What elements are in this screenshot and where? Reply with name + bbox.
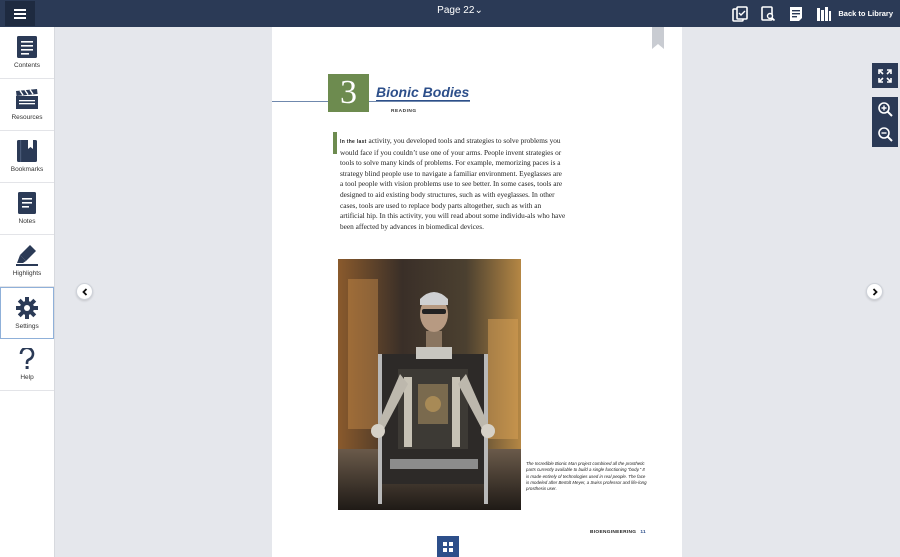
sidebar-item-help[interactable] xyxy=(0,339,54,391)
photo-caption: The Incredible Bionic Man project combined all the prosthetic parts currently available to build a single functioning “body.” It is made entirely of technologies used in real people. The face is modeled after Bertolt Meyer, a Swiss professor and life-long prosthesis user. xyxy=(526,461,647,492)
sidebar-item-label: Settings xyxy=(15,323,39,330)
question-mark-icon xyxy=(19,348,35,370)
sidebar-item-settings[interactable] xyxy=(0,287,54,339)
chapter-number: 3 xyxy=(328,74,369,112)
footer-page-number: 11 xyxy=(640,530,646,535)
sidebar xyxy=(0,27,55,557)
gear-icon xyxy=(16,297,38,319)
page-selector[interactable] xyxy=(420,0,500,27)
page-grid-button[interactable] xyxy=(437,536,459,557)
zoom-in-button[interactable] xyxy=(872,97,898,122)
grid-icon xyxy=(442,541,454,553)
paragraph-marker xyxy=(333,132,337,154)
lead-in-text: In the last xyxy=(340,139,367,145)
book-page xyxy=(272,27,682,557)
clapperboard-icon xyxy=(15,88,39,110)
sidebar-item-label: Notes xyxy=(18,218,36,225)
top-toolbar xyxy=(726,0,900,27)
footer-label: BIOENGINEERING xyxy=(590,530,637,535)
bookmark-ribbon-icon[interactable] xyxy=(652,27,664,49)
expand-icon xyxy=(878,69,892,83)
sidebar-item-label: Resources xyxy=(11,114,43,121)
zoom-in-icon xyxy=(878,102,893,117)
library-books-icon xyxy=(816,6,832,22)
bookmark-book-icon xyxy=(17,140,37,162)
hamburger-icon xyxy=(14,9,26,19)
zoom-out-button[interactable] xyxy=(872,122,898,147)
sidebar-item-label: Help xyxy=(20,374,34,381)
document-lines-icon xyxy=(789,6,803,22)
chapter-title: Bionic Bodies xyxy=(376,84,470,100)
copy-page-button[interactable] xyxy=(726,0,754,27)
page-footer xyxy=(590,530,646,535)
chevron-left-icon xyxy=(81,288,89,296)
menu-button[interactable] xyxy=(5,1,35,26)
back-to-library-label: Back to Library xyxy=(838,9,893,18)
contents-list-icon xyxy=(17,36,37,58)
chevron-right-icon xyxy=(871,288,879,296)
highlighter-icon xyxy=(16,244,38,266)
chevron-down-icon: ⌄ xyxy=(474,5,483,16)
chapter-rule xyxy=(272,101,470,102)
top-bar xyxy=(0,0,900,27)
notes-icon xyxy=(18,192,36,214)
sidebar-item-contents[interactable] xyxy=(0,27,54,79)
sidebar-item-resources[interactable] xyxy=(0,79,54,131)
section-label: READING xyxy=(391,109,417,114)
previous-page-button[interactable] xyxy=(76,283,93,300)
sidebar-item-label: Contents xyxy=(13,62,41,69)
back-to-library-button[interactable] xyxy=(810,0,900,27)
sidebar-item-bookmarks[interactable] xyxy=(0,131,54,183)
bionic-man-image xyxy=(338,259,521,510)
fullscreen-button[interactable] xyxy=(872,63,898,88)
document-search-icon xyxy=(760,6,776,22)
chapter-title-underline xyxy=(376,100,470,101)
sidebar-item-label: Bookmarks xyxy=(10,166,44,173)
page-label: Page 22 xyxy=(437,5,475,16)
copy-document-icon xyxy=(732,6,748,22)
next-page-button[interactable] xyxy=(866,283,883,300)
zoom-out-icon xyxy=(878,127,893,142)
bionic-man-photo xyxy=(338,259,521,510)
notes-page-button[interactable] xyxy=(782,0,810,27)
paragraph-text: activity, you developed tools and strategies to solve problems you would face if you couldn’t use one of your arms. People invent strategies or tools to solve many kinds of problems. For example, memorizing paces is a strategy blind people use to navigate a familiar environment. Eyeglasses are a tool people with vision problems use to see better. In some cases, tools are designed to aid existing body structures, such as with eyeglasses. In other cases, tools are used to replace body parts altogether, such as with an artificial hip. In this activity, you will read about some individu-als who have been affected by advances in biomedical devices. xyxy=(340,136,566,231)
sidebar-item-highlights[interactable] xyxy=(0,235,54,287)
sidebar-item-notes[interactable] xyxy=(0,183,54,235)
search-page-button[interactable] xyxy=(754,0,782,27)
sidebar-item-label: Highlights xyxy=(12,270,42,277)
body-paragraph xyxy=(340,136,566,232)
